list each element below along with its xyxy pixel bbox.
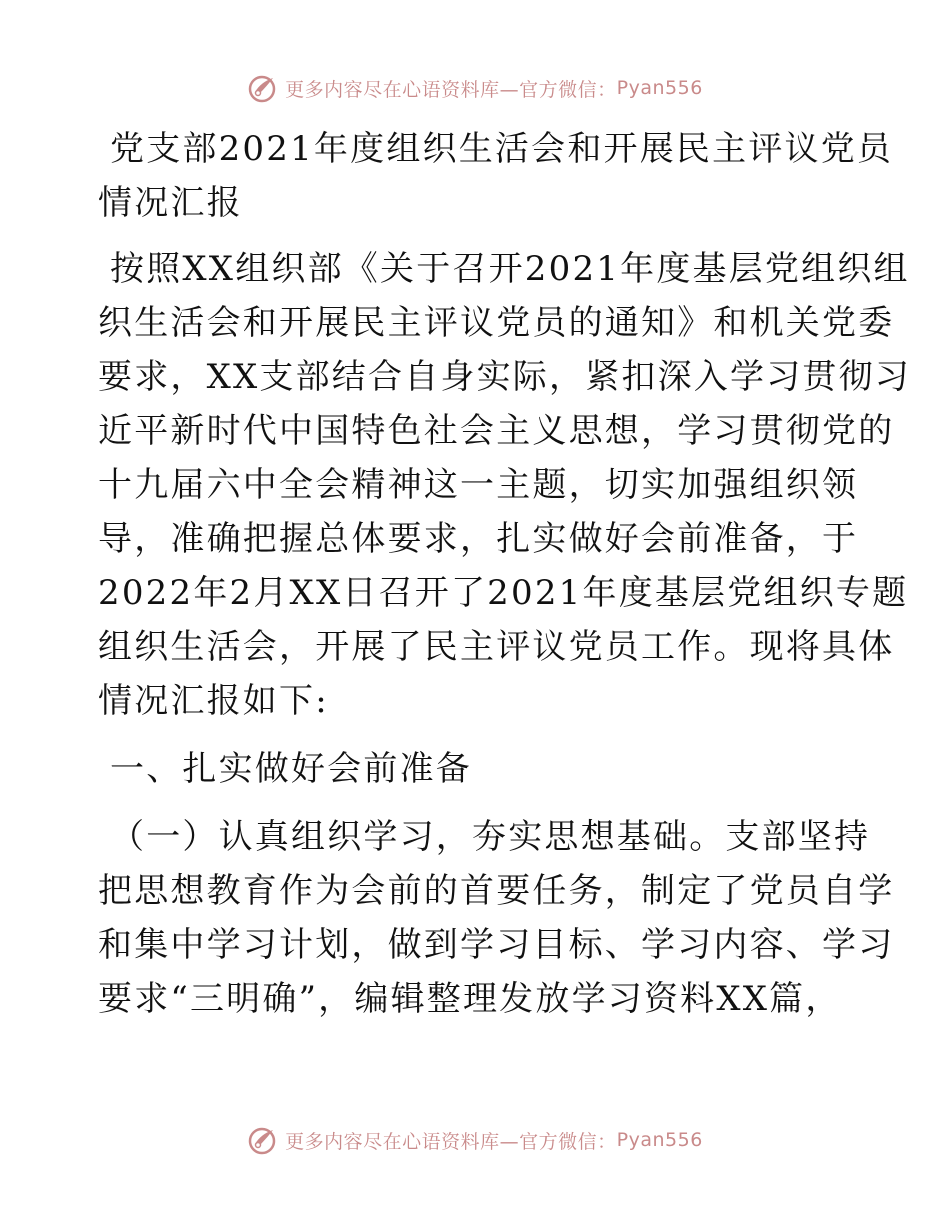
paragraph-line: 和集中学习计划，做到学习目标、学习内容、学习 <box>98 925 895 965</box>
title-line: 情况汇报 <box>98 183 243 223</box>
paragraph-line: 织生活会和开展民主评议党员的通知》和机关党委 <box>98 303 895 343</box>
section-heading: 一、扎实做好会前准备 <box>110 749 472 789</box>
watermark-text: 更多内容尽在心语资料库—官方微信： <box>285 78 617 101</box>
brush-seal-icon <box>247 1124 279 1156</box>
footer-watermark <box>0 1124 950 1156</box>
paragraph-line: 十九届六中全会精神这一主题，切实加强组织领 <box>98 465 859 505</box>
header-watermark <box>0 72 950 104</box>
paragraph-line: 2022年2月XX日召开了2021年度基层党组织专题 <box>98 573 909 613</box>
paragraph-line: 要求，XX支部结合自身实际，紧扣深入学习贯彻习 <box>98 357 912 397</box>
brush-seal-icon <box>247 72 279 104</box>
document-title <box>98 122 894 230</box>
paragraph-line: 近平新时代中国特色社会主义思想，学习贯彻党的 <box>98 411 895 451</box>
section-paragraph <box>98 810 895 1026</box>
paragraph-line: 导，准确把握总体要求，扎实做好会前准备，于 <box>98 519 859 559</box>
paragraph-line: （一）认真组织学习，夯实思想基础。支部坚持 <box>110 817 871 857</box>
watermark-wechat-id: Pyan556 <box>616 1129 703 1151</box>
title-line: 党支部2021年度组织生活会和开展民主评议党员 <box>110 129 894 169</box>
intro-paragraph <box>98 242 912 728</box>
paragraph-line: 要求“三明确”，编辑整理发放学习资料XX篇， <box>98 979 842 1019</box>
paragraph-line: 按照XX组织部《关于召开2021年度基层党组织组 <box>110 249 910 289</box>
watermark-wechat-id: Pyan556 <box>616 77 703 99</box>
document-body <box>98 122 912 1040</box>
watermark-text: 更多内容尽在心语资料库—官方微信： <box>285 1130 617 1153</box>
paragraph-line: 把思想教育作为会前的首要任务，制定了党员自学 <box>98 871 895 911</box>
paragraph-line: 情况汇报如下: <box>98 681 329 721</box>
paragraph-line: 组织生活会，开展了民主评议党员工作。现将具体 <box>98 627 895 667</box>
